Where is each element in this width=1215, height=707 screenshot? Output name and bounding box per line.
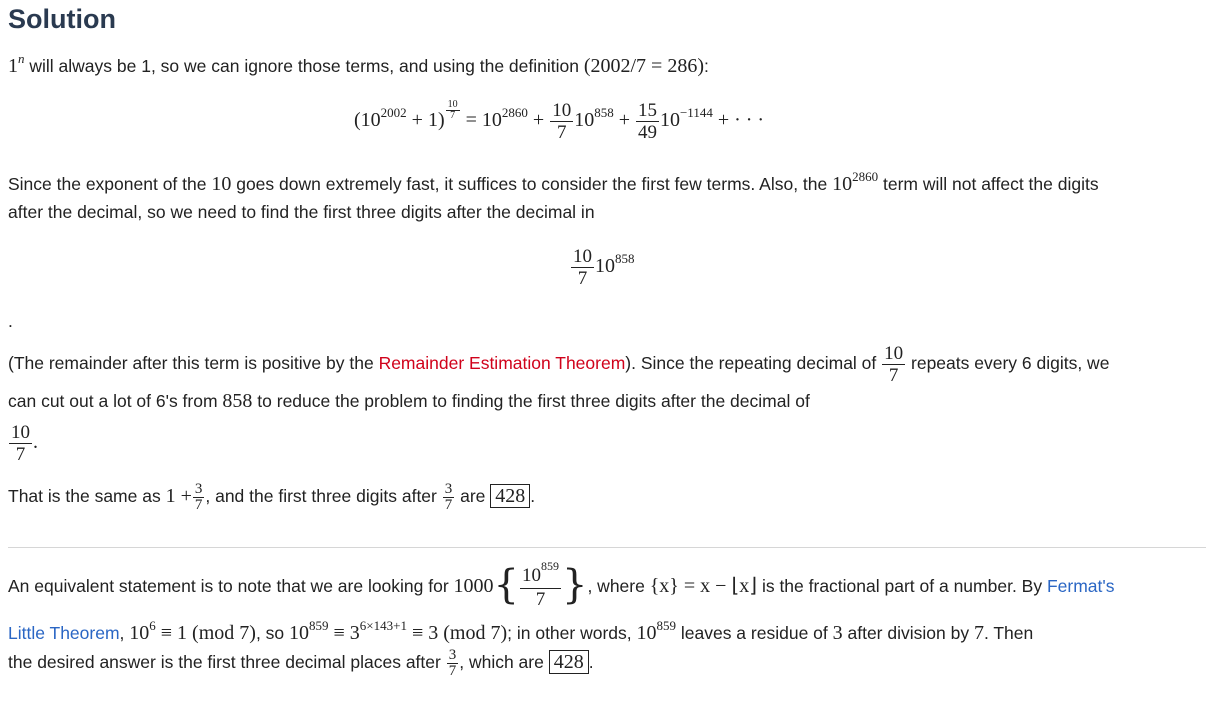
paragraph-remainder: (The remainder after this term is positive by the Remainder Estimation Theorem). Since the repeating decimal of $\frac{10}{7}$ repeats every 6 digits, we xyxy=(8,343,1110,386)
period-mark: . xyxy=(8,311,13,331)
fraction-10-7: $\frac{10}{7}$ xyxy=(884,343,904,386)
remainder-estimation-theorem-link[interactable]: Remainder Estimation Theorem xyxy=(378,353,626,374)
fractional-part-definition: {x} = x − ⌊x⌋ xyxy=(649,575,758,598)
fraction-10-7: $\frac{10}{7}$ xyxy=(573,246,592,289)
boxed-answer: 428 xyxy=(490,484,530,508)
paragraph-fermat-line3: the desired answer is the first three decimal places after $\frac{3}{7}$ , which are 428 . xyxy=(8,647,594,679)
paragraph-first-answer: That is the same as 1 + $\frac{3}{7}$ , and the first three digits after $\frac{3}{7}$ are 428 . xyxy=(8,481,536,513)
paragraph-fermat: An equivalent statement is to note that we are looking for 1000{ $\frac{10^{859}}{7}$ }, where {x} = x − ⌊x⌋ is the fractional part of a number. By Fermat's xyxy=(8,559,1115,610)
math-definition: (2002/7 = 286) xyxy=(583,55,704,77)
exponent-fraction: $\frac{10}{7}$ xyxy=(447,99,458,121)
fermats-little-theorem-link-part1[interactable]: Fermat's xyxy=(1046,576,1115,597)
fraction-3-7: $\frac{3}{7}$ xyxy=(448,647,457,679)
fermats-little-theorem-link-part2[interactable]: Little Theorem xyxy=(8,623,120,643)
section-divider xyxy=(8,547,1206,548)
paragraph-remainder-line2: can cut out a lot of 6's from 858 to reduce the problem to finding the first three digits after the decimal of xyxy=(8,390,810,412)
fraction-15-49: $\frac{15}{49}$ xyxy=(637,100,657,143)
binomial-expansion-equation: $(10^{2002} + 1)$ $\frac{10}{7}$ = $10^{2860}$ + $\frac{10}{7}$ $10^{858}$ + $\frac{15}{49}$ $10^{-1144}$ + · · · xyxy=(354,99,765,143)
intro-paragraph: 1$^n$ will always be 1, so we can ignore those terms, and using the definition (2002/7 = 286): xyxy=(8,51,709,77)
fraction-3-7: $\frac{3}{7}$ xyxy=(444,481,453,513)
page-title: Solution xyxy=(8,4,116,34)
math-one: 1$^n$ xyxy=(8,51,25,77)
paragraph-fermat-line2: Little Theorem, $10^6 \equiv 1$ (mod 7), so $10^{859} \equiv 3^{6\times 143+1} \equiv 3$ (mod 7); in other words, $10^{859}$ leaves a residue of 3 after division by 7. Then xyxy=(8,618,1034,644)
fraction-10-7-standalone: $\frac{10}{7}$ . xyxy=(11,422,38,465)
fraction-3-7: $\frac{3}{7}$ xyxy=(194,481,203,513)
paragraph-exponent: Since the exponent of the 10 goes down extremely fast, it suffices to consider the first few terms. Also, the $10^{2860}$ term will not affect the digits xyxy=(8,169,1099,195)
boxed-answer: 428 xyxy=(549,650,589,674)
paragraph-exponent-line2: after the decimal, so we need to find the first three digits after the decimal in xyxy=(8,202,595,222)
fraction-10-859-over-7: $\frac{10^{859}}{7}$ xyxy=(522,559,559,610)
fraction-10-7: $\frac{10}{7}$ xyxy=(552,100,572,143)
target-term-equation: $\frac{10}{7}$ $10^{858}$ xyxy=(573,246,635,289)
fraction-10-7: $\frac{10}{7}$ xyxy=(11,422,30,465)
